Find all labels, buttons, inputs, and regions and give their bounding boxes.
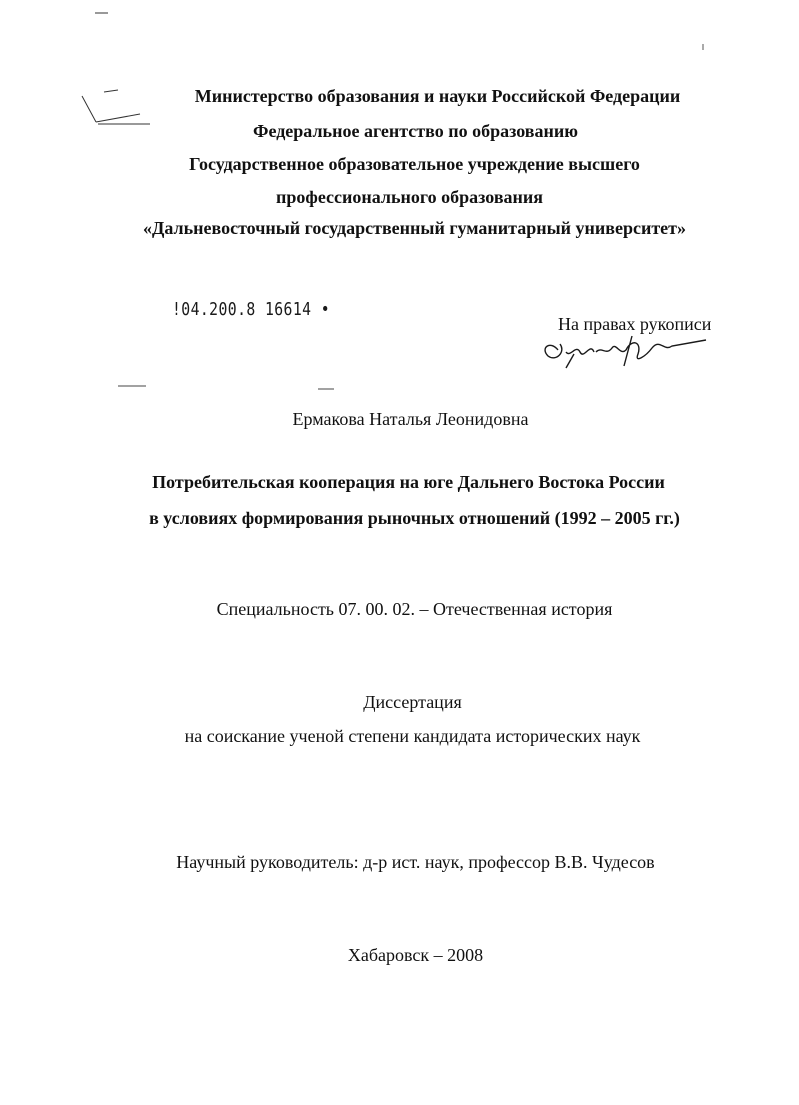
ministry-heading: Министерство образования и науки Российской Федерации (194, 86, 681, 106)
degree-line: на соискание ученой степени кандидата исторических наук (184, 726, 641, 746)
manuscript-note: На правах рукописи (558, 314, 712, 334)
author-name: Ермакова Наталья Леонидовна (292, 409, 529, 429)
university-heading: «Дальневосточный государственный гуманитарный университет» (142, 218, 687, 238)
city-year: Хабаровск – 2008 (347, 945, 484, 965)
handwritten-signature (545, 336, 706, 368)
institution-heading-line2: профессионального образования (275, 187, 544, 207)
library-stamp-number: !04.200.8 16614 • (172, 299, 331, 320)
dissertation-title-line2: в условиях формирования рыночных отношений (1992 – 2005 гг.) (149, 508, 680, 528)
work-type: Диссертация (363, 692, 462, 712)
institution-heading-line1: Государственное образовательное учреждение высшего (189, 154, 640, 174)
dissertation-title-line1: Потребительская кооперация на юге Дальнего Востока России (152, 472, 665, 492)
supervisor-line: Научный руководитель: д-р ист. наук, профессор В.В. Чудесов (176, 852, 655, 872)
agency-heading: Федеральное агентство по образованию (252, 121, 579, 141)
specialty-line: Специальность 07. 00. 02. – Отечественная история (216, 599, 613, 619)
